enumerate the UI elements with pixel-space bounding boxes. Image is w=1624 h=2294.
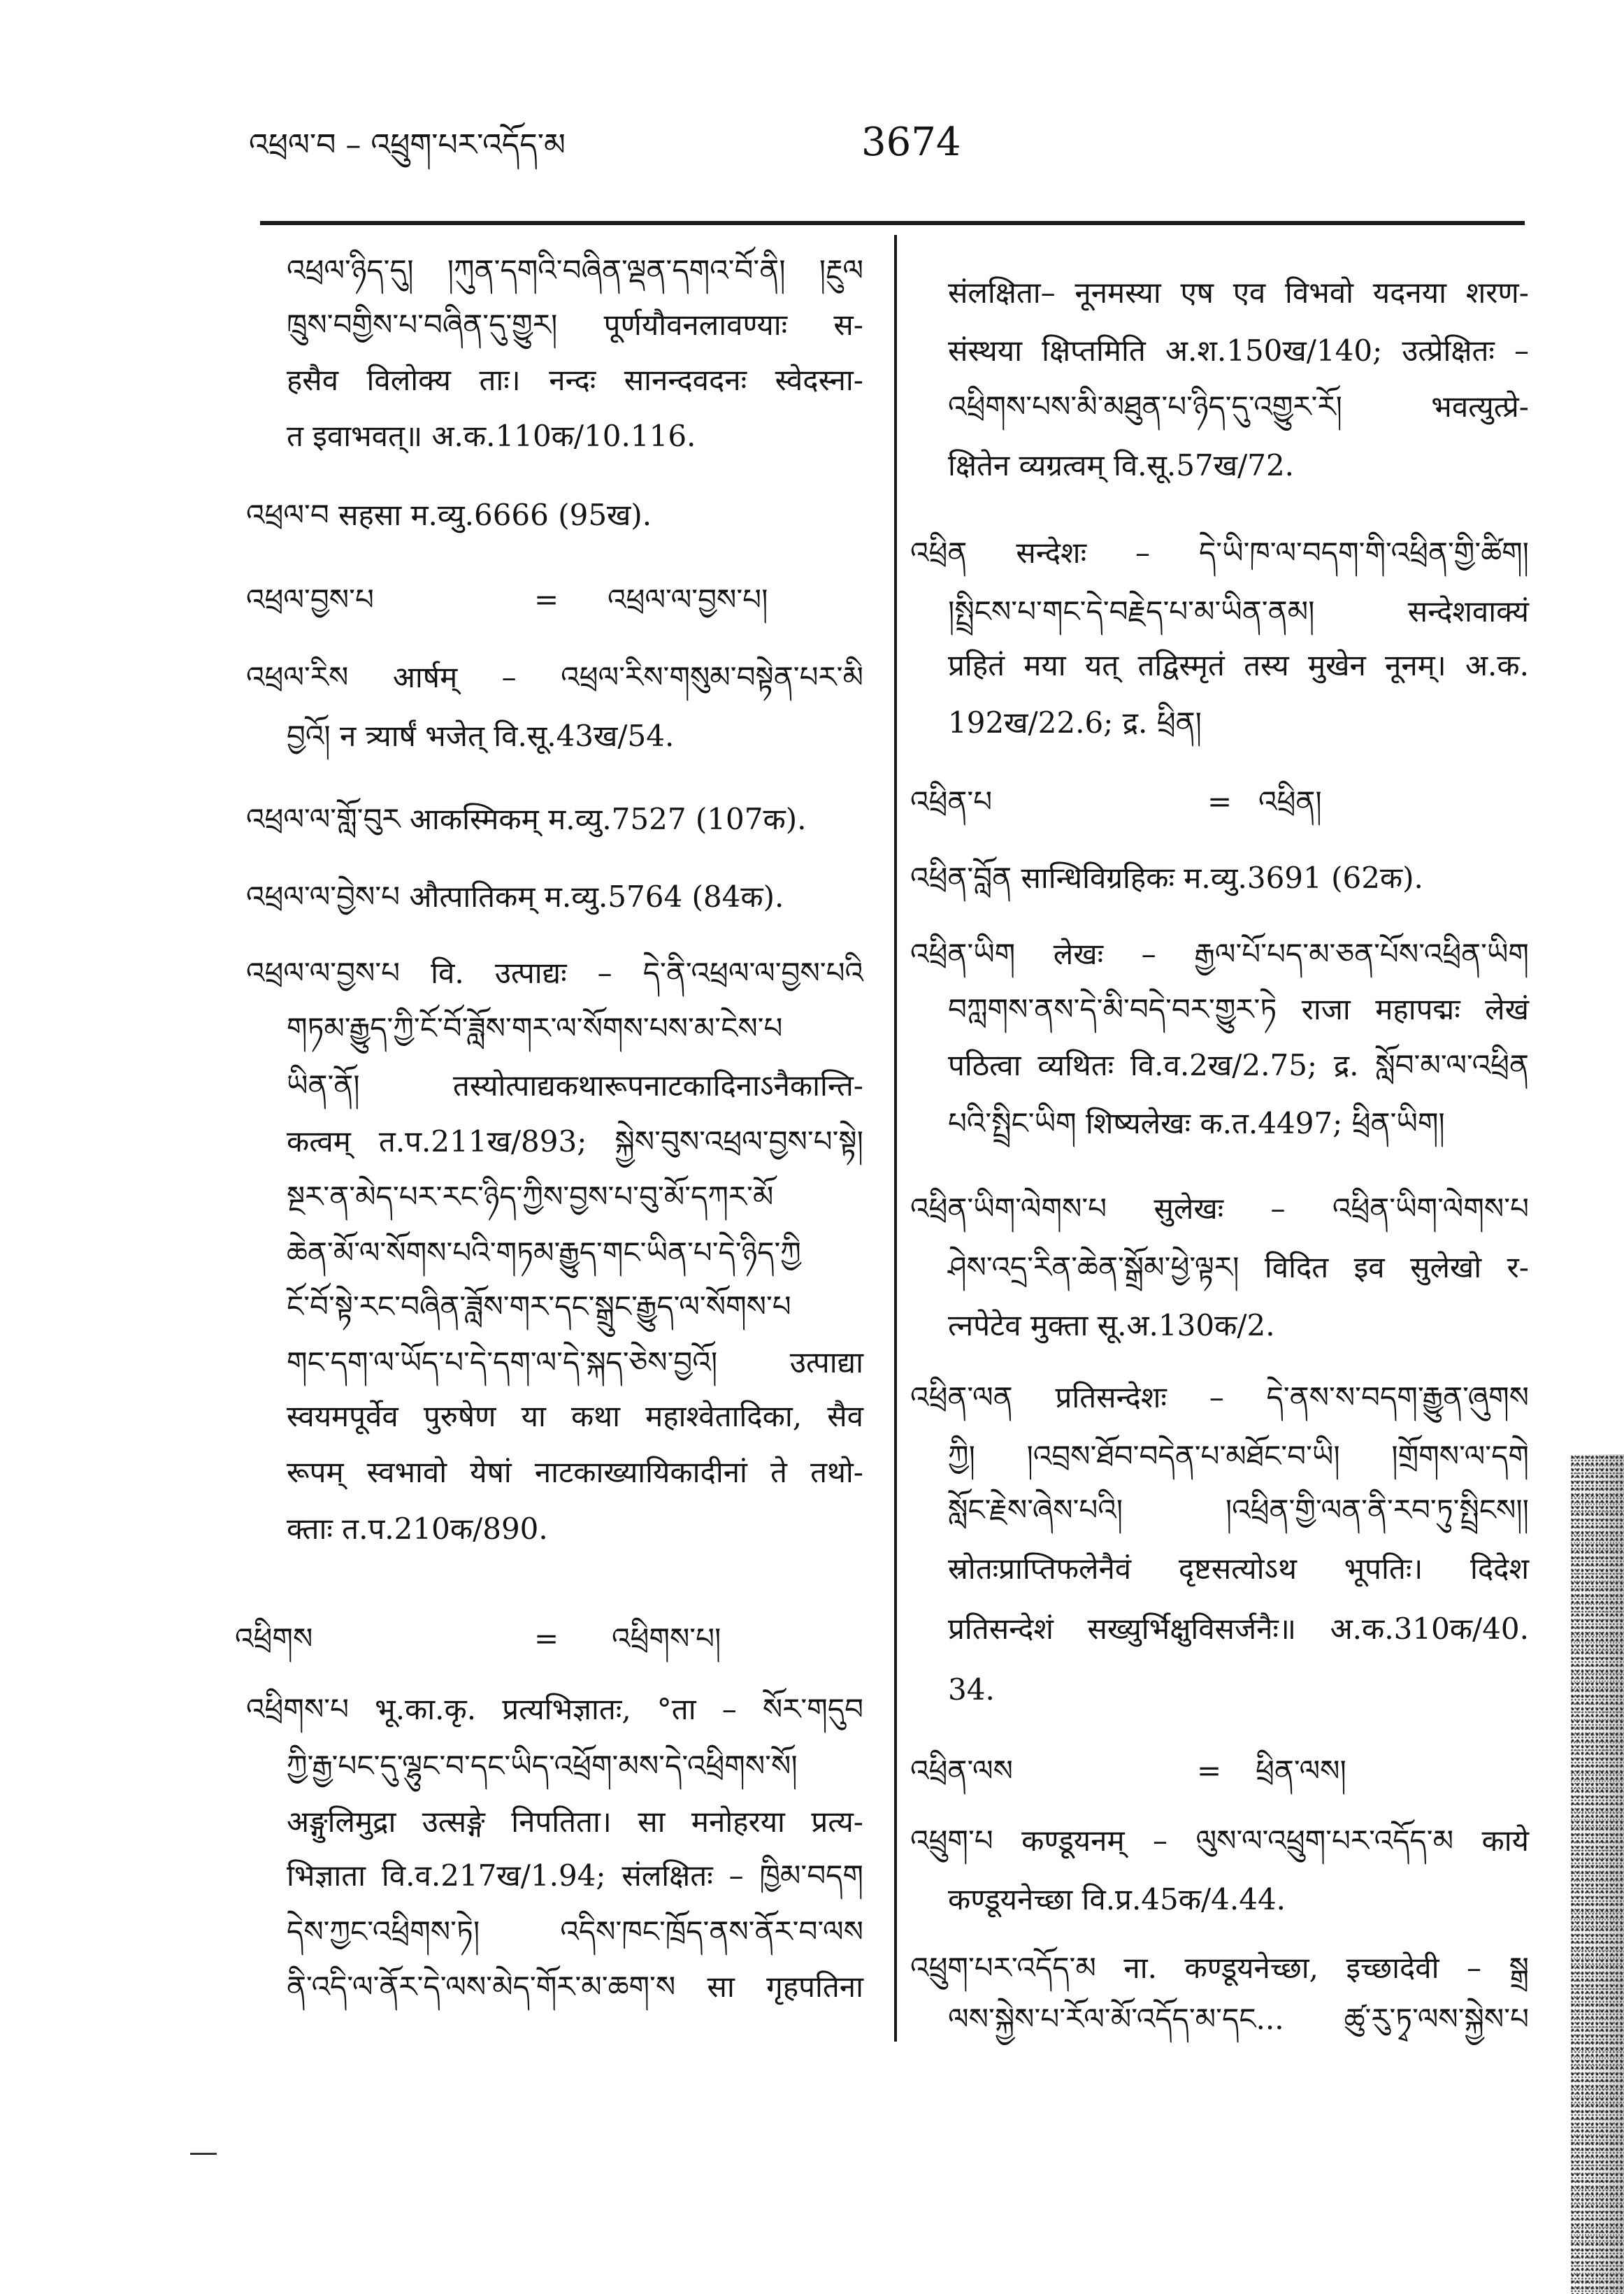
- entry-line: प्रतिसन्देशं सख्युर्भिक्षुविसर्जनैः॥ अ.क.310क/40.: [948, 1612, 1529, 1646]
- headword: འཕྲལ་བྱས་པ: [246, 582, 374, 617]
- entry-line: བྱའོ། न त्र्यार्षं भजेत् वि.सू.43ख/54.: [287, 719, 675, 753]
- entry-line: འཕྲིན་ཡིག་ལེགས་པ सुलेखः – འཕྲིན་ཡིག་ལེགས་པ: [910, 1191, 1529, 1226]
- entry-line: ངོ་བོ་སྟེ་རང་བཞིན་ཟློས་གར་དང་སྒྲུང་རྒྱུད་ལ་སོགས་པ: [287, 1289, 791, 1324]
- entry-line: ནི་འདི་ལ་ནོར་དེ་ལས་མེད་གོར་མ་ཆག་ས सा गृहपतिना: [287, 1970, 863, 2004]
- entry-line: འཕྲིན་ཡིག लेखः – རྒྱལ་པོ་པད་མ་ཅན་པོས་འཕྲིན་ཡིག: [910, 937, 1529, 971]
- entry-line: ཡིན་ནོ། तस्योत्पाद्यकथारूपनाटकादिनाऽनैकान्ति-: [287, 1068, 863, 1103]
- entry-line: འཕྲིན་ལན प्रतिसन्देशः – དེ་ནས་ས་བདག་རྒྱུན་ཞུགས: [910, 1380, 1529, 1414]
- entry-line: क्षितेन व्यग्रत्वम् वि.सू.57ख/72.: [948, 448, 1295, 482]
- entry-line: བཀླགས་ནས་དེ་མི་བདེ་བར་གྱུར་ཏེ राजा महापद्मः लेखं: [948, 992, 1529, 1026]
- entry-line: 192ख/22.6; द्र. ཕྲིན།: [948, 705, 1202, 740]
- entry-line: པའི་སྤྲིང་ཡིག शिष्यलेखः क.त.4497; ཕྲིན་ཡིག།: [948, 1106, 1445, 1140]
- entry-line: ཤེས་འདྲ་རིན་ཆེན་སྒྲོམ་ཕྱེ་ལྟར། विदित इव सुलेखो र-: [948, 1250, 1529, 1284]
- cross-reference-target: འཕྲིན།: [1258, 784, 1322, 819]
- headword: འཕྲིན་ལས: [910, 1754, 1013, 1788]
- entry-line: །སྤྲིངས་པ་གང་དེ་བརྗེད་པ་མ་ཡིན་ནམ། सन्देशवाक्यं: [948, 594, 1529, 629]
- headword: འཕྲིན་པ: [910, 784, 993, 819]
- page-number: 3674: [861, 120, 961, 165]
- entry-line: रूपम् स्वभावो येषां नाटकाख्यायिकादीनां ते तथो-: [287, 1455, 863, 1489]
- entry-line: འཕྲལ་ཉིད་དུ། །ཀུན་དགའི་བཞིན་ལྡན་དགའ་བོ་ནི། །རྔུལ: [287, 253, 863, 287]
- entry-line: གང་དག་ལ་ཡོད་པ་དེ་དག་ལ་དེ་སྐད་ཅེས་བྱའོ། उत्पाद्या: [287, 1345, 863, 1379]
- entry-line: त्नपेटेव मुक्ता सू.अ.130क/2.: [948, 1308, 1275, 1342]
- entry-line: कण्डूयनेच्छा वि.प्र.45क/4.44.: [948, 1882, 1286, 1916]
- equals-sign: =: [1207, 784, 1233, 819]
- equals-sign: =: [534, 582, 559, 617]
- entry-line: ལས་སྐྱེས་པ་རོལ་མོ་འདོད་མ་དང... ཚུ་རུ་ཏྭ་ལས་སྐྱེས་པ: [948, 2002, 1529, 2036]
- entry-line: कत्वम् त.प.211ख/893; སྐྱེས་བུས་འཕྲལ་བྱས་པ་སྟེ།: [287, 1124, 863, 1159]
- entry-line: त इवाभवत्॥ अ.क.110क/10.116.: [287, 419, 696, 453]
- running-header: འཕྲལ་བ – འཕྲུག་པར་འདོད་མ: [249, 127, 566, 163]
- entry-line: འཕྲལ་ལ་བྱེས་པ औत्पातिकम् म.व्यु.5764 (84क).: [246, 880, 784, 914]
- entry-line: प्रहितं मया यत् तद्विस्मृतं तस्य मुखेन नूनम्। अ.क.: [948, 648, 1529, 682]
- cross-reference-entry: [910, 782, 1529, 822]
- entry-line: क्ताः त.प.210क/890.: [287, 1512, 548, 1546]
- entry-line: भिज्ञाता वि.व.217ख/1.94; संलक्षितः – ཁྱིམ་བདག: [287, 1858, 863, 1893]
- entry-line: འཕྲལ་བ सहसा म.व्यु.6666 (95ख).: [246, 498, 652, 532]
- entry-line: འཕྲིགས་པ भू.का.कृ. प्रत्यभिज्ञातः, °ता – སོར་གདུབ: [246, 1692, 863, 1726]
- entry-line: དེས་ཀྱང་འཕྲིགས་ཏེ། འདིས་ཁང་ཁྲོད་ནས་ནོར་བ་ལས: [287, 1914, 863, 1949]
- entry-line: འཕྲིན सन्देशः – དེ་ཡི་ཁ་ལ་བདག་གི་འཕྲིན་གྱི་ཚིག།: [910, 536, 1529, 570]
- entry-line: संलक्षिता– नूनमस्या एष एव विभवो यदनया शरण-: [948, 275, 1529, 310]
- equals-sign: =: [534, 1621, 559, 1656]
- entry-line: 34.: [948, 1672, 995, 1707]
- right-column: [910, 0, 1529, 2294]
- entry-line: ཀྱི། །འབྲས་ཐོབ་བདེན་པ་མཐོང་བ་ཡི། །གྲོགས་ལ་དགེ: [948, 1439, 1529, 1473]
- cross-reference-target: འཕྲིགས་པ།: [612, 1621, 721, 1656]
- cross-reference-entry: [910, 1751, 1529, 1791]
- entry-line: ཀྱི་རྒྱ་པང་དུ་ལྷུང་བ་དང་ཡིད་འཕྲོག་མས་དེ་འཕྲིགས་སོ།: [287, 1749, 798, 1783]
- left-column: [235, 0, 863, 2294]
- entry-line: འཕྲལ་ལ་གློ་བུར आकस्मिकम् म.व्यु.7527 (107क).: [246, 802, 807, 836]
- entry-line: འཕྲལ་ལ་བྱས་པ वि. उत्पाद्यः – དེ་ནི་འཕྲལ་ལ་བྱས་པའི: [246, 956, 863, 990]
- entry-line: हसैव विलोक्य ताः। नन्दः सानन्दवदनः स्वेदस्ना-: [287, 363, 863, 397]
- entry-line: स्वयमपूर्वेव पुरुषेण या कथा महाश्वेतादिका, सैव: [287, 1399, 863, 1433]
- cross-reference-entry: [246, 580, 863, 619]
- entry-line: གཏམ་རྒྱུད་ཀྱི་ངོ་བོ་ཟློས་གར་ལ་སོགས་པས་མ་ངེས་པ: [287, 1011, 783, 1045]
- entry-line: ཆེན་མོ་ལ་སོགས་པའི་གཏམ་རྒྱུད་གང་ཡིན་པ་དེ་ཉིད་ཀྱི: [287, 1235, 801, 1270]
- headword: འཕྲིགས: [235, 1621, 313, 1656]
- entry-line: སྔར་ན་མེད་པར་རང་ཉིད་ཀྱིས་བྱས་པ་བུ་མོ་དཀར་མོ: [287, 1180, 774, 1214]
- entry-line: འཕྲིན་བློན सान्धिविग्रहिकः म.व्यु.3691 (62क).: [910, 861, 1423, 895]
- entry-line: स्रोतःप्राप्तिफलेनैवं दृष्टसत्योऽथ भूपतिः। दिदेश: [948, 1551, 1529, 1586]
- cross-reference-entry: [235, 1619, 863, 1658]
- entry-line: འཕྲལ་རིས आर्षम् – འཕྲལ་རིས་གསུམ་བསྟེན་པར་མི: [246, 660, 863, 694]
- equals-sign: =: [1197, 1754, 1222, 1788]
- entry-line: संस्थया क्षिप्तमिति अ.श.150ख/140; उत्प्रेक्षितः –: [948, 334, 1529, 368]
- entry-line: འཕྲིགས་པས་མི་མཐུན་པ་ཉིད་དུ་འགྱུར་རོ། भवत्युत्प्रे-: [948, 389, 1529, 424]
- scan-edge-shadow: [1570, 1454, 1624, 2294]
- entry-line: पठित्वा व्यथितः वि.व.2ख/2.75; द्र. སློབ་མ་ལ་འཕྲིན: [948, 1048, 1529, 1082]
- cross-reference-target: ཕྲིན་ལས།: [1256, 1754, 1346, 1788]
- entry-line: ཁྲུས་བགྱིས་པ་བཞིན་དུ་གྱུར། पूर्णयौवनलावण्याः स-: [287, 308, 863, 342]
- margin-dash: [190, 2153, 217, 2155]
- entry-line: འཕྲུག་པར་འདོད་མ ना. कण्डूयनेच्छा, इच्छादेवी – སྒྲ: [910, 1951, 1529, 1985]
- entry-line: अङ्गुलिमुद्रा उत्सङ्गे निपतिता। सा मनोहरया प्रत्य-: [287, 1805, 863, 1839]
- entry-line: འཕྲུག་པ कण्डूयनम् – ལུས་ལ་འཕྲུག་པར་འདོད་མ काये: [910, 1823, 1529, 1858]
- entry-line: སློང་རྗེས་ཞེས་པའི། །འཕྲིན་གྱི་ལན་ནི་རབ་ཏུ་སྤྲིངས།།: [948, 1493, 1529, 1527]
- column-divider: [894, 235, 897, 2042]
- cross-reference-target: འཕྲལ་ལ་བྱས་པ།: [608, 582, 768, 617]
